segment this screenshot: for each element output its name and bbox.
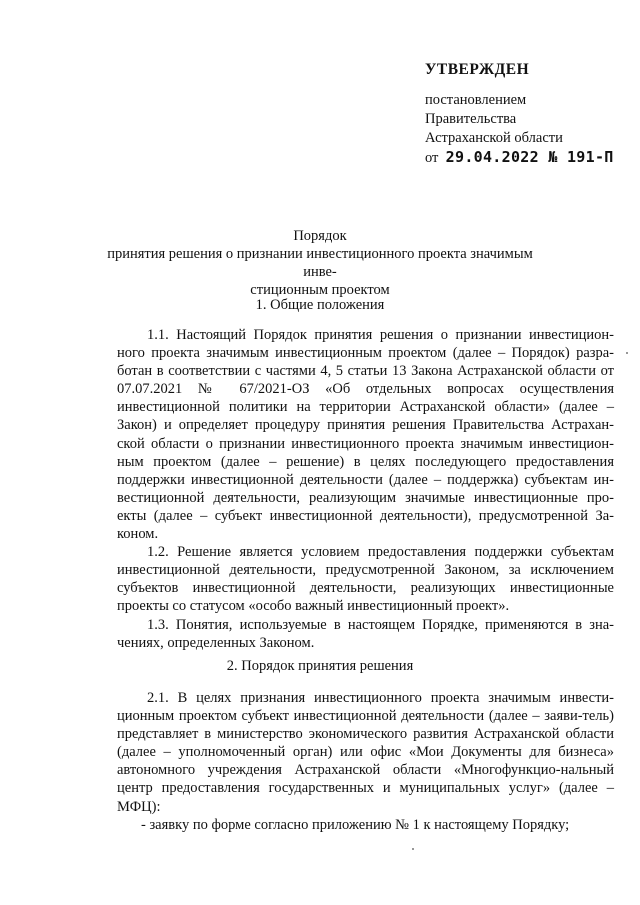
approval-heading: УТВЕРЖДЕН [425, 61, 530, 78]
scan-speck [412, 848, 414, 850]
title-line-1: Порядок [293, 228, 347, 244]
paragraph-1-1: 1.1. Настоящий Порядок принятия решения о признании инвестицион-ного проекта значимым инвестиционным проектом (далее – Порядок) разра-ботан в соответствии с частями 4, 5 статьи 13 Закона Астраханской области от 07.07.2021 № 67/2021-ОЗ «Об отдельных вопросах осуществления инвестиционной политики на территории Астраханской области» (далее – Закон) и определяет процедуру принятия решения Правительства Астрахан-ской области о признании инвестиционного проекта значимым инвестицион-ным проектом (далее – решение) в целях последующего предоставления поддержки инвестиционной деятельности (далее – поддержка) субъектам ин-вестиционной деятельности, реализующим значимые инвестиционные про-екты (далее – субъект инвестиционной деятельности), предусмотренной За-коном. [117, 327, 614, 543]
title-line-3: стиционным проектом [250, 282, 390, 298]
dash-item-1: - заявку по форме согласно приложению № 1 к настоящему Порядку; [141, 816, 570, 833]
approval-line-3: Астраханской области [425, 130, 563, 146]
paragraph-1-2: 1.2. Решение является условием предоставления поддержки субъектам инвестиционной деятельности, предусмотренной Законом, за исключением субъектов инвестиционной деятельности, реализующих инвестиционные проекты со статусом «особо важный инвестиционный проект». [117, 544, 614, 615]
title-line-2: принятия решения о признании инвестиционного проекта значимым инве- [107, 246, 533, 280]
approval-line-2: Правительства [425, 111, 517, 127]
approval-date-line [425, 148, 625, 168]
approval-block [425, 60, 625, 168]
paragraph-2-1: 2.1. В целях признания инвестиционного проекта значимым инвести-ционным проектом субъект инвестиционной деятельности (далее – заяви-тель) представляет в министерство экономического развития Астраханской области (далее – уполномоченный орган) или офис «Мои Документы для бизнеса» автономного учреждения Астраханской области «Многофункцио-нальный центр предоставления государственных и муниципальных услуг» (далее – МФЦ): [117, 690, 614, 815]
approval-date-stamp: 29.04.2022 № 191-П [445, 148, 614, 166]
paragraph-1-3: 1.3. Понятия, используемые в настоящем Порядке, применяются в зна-чениях, определенных Законом. [117, 616, 614, 651]
approval-date-prefix: от [425, 150, 439, 166]
section-2-body [117, 689, 614, 834]
document-title [100, 227, 540, 299]
section-2-heading: 2. Порядок принятия решения [226, 658, 414, 674]
approval-line-1: постановлением [425, 92, 527, 108]
scan-speck [626, 352, 628, 354]
section-1-heading: 1. Общие положения [255, 297, 385, 313]
section-1-body [117, 326, 614, 652]
